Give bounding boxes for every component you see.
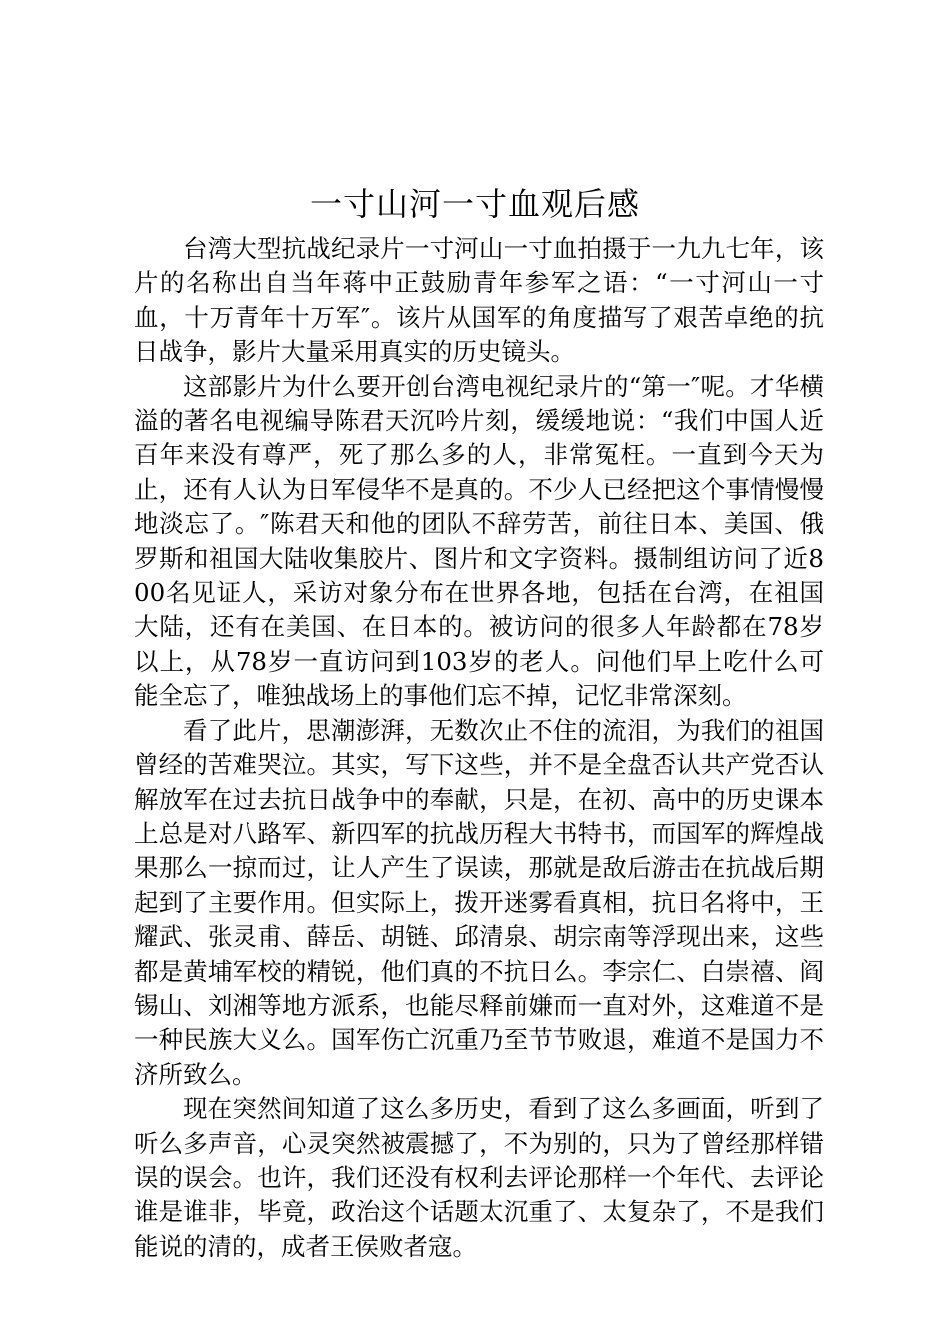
paragraph-4: 现在突然间知道了这么多历史，看到了这么多画面，听到了听么多声音，心灵突然被震撼了，不为别的，只为了曾经那样错误的误会。也许，我们还没有权利去评论那样一个年代、去评论谁是谁非，毕竟，政治这个话题太沉重了、太复杂了，不是我们能说的清的，成者王侯败者寇。	[134, 1094, 824, 1261]
paragraph-3: 看了此片，思潮澎湃，无数次止不住的流泪，为我们的祖国曾经的苦难哭泣。其实，写下这些，并不是全盘否认共产党否认解放军在过去抗日战争中的奉献，只是，在初、高中的历史课本上总是对八路军、新四军的抗战历程大书特书，而国军的辉煌战果那么一掠而过，让人产生了误读，那就是敌后游击在抗战后期起到了主要作用。但实际上，拨开迷雾看真相，抗日名将中，王耀武、张灵甫、薛岳、胡链、邱清泉、胡宗南等浮现出来，这些都是黄埔军校的精锐，他们真的不抗日么。李宗仁、白崇禧、阎锡山、刘湘等地方派系，也能尽释前嫌而一直对外，这难道不是一种民族大义么。国军伤亡沉重乃至节节败退，难道不是国力不济所致么。	[134, 715, 824, 1089]
paragraph-2: 这部影片为什么要开创台湾电视纪录片的“第一″呢。才华横溢的著名电视编导陈君天沉吟片刻，缓缓地说：“我们中国人近百年来没有尊严，死了那么多的人，非常冤枉。一直到今天为止，还有人认为日军侵华不是真的。不少人已经把这个事情慢慢地淡忘了。″陈君天和他的团队不辞劳苦，前往日本、美国、俄罗斯和祖国大陆收集胶片、图片和文字资料。摄制组访问了近800名见证人，采访对象分布在世界各地，包括在台湾，在祖国大陆，还有在美国、在日本的。被访问的很多人年龄都在78岁以上，从78岁一直访问到103岁的老人。问他们早上吃什么可能全忘了，唯独战场上的事他们忘不掉，记忆非常深刻。	[134, 371, 824, 711]
document-body	[134, 232, 824, 1264]
paragraph-1: 台湾大型抗战纪录片一寸河山一寸血拍摄于一九九七年，该片的名称出自当年蒋中正鼓励青年参军之语：“一寸河山一寸血，十万青年十万军″。该片从国军的角度描写了艰苦卓绝的抗日战争，影片大量采用真实的历史镜头。	[134, 234, 824, 367]
document-title: 一寸山河一寸血观后感	[309, 185, 640, 223]
